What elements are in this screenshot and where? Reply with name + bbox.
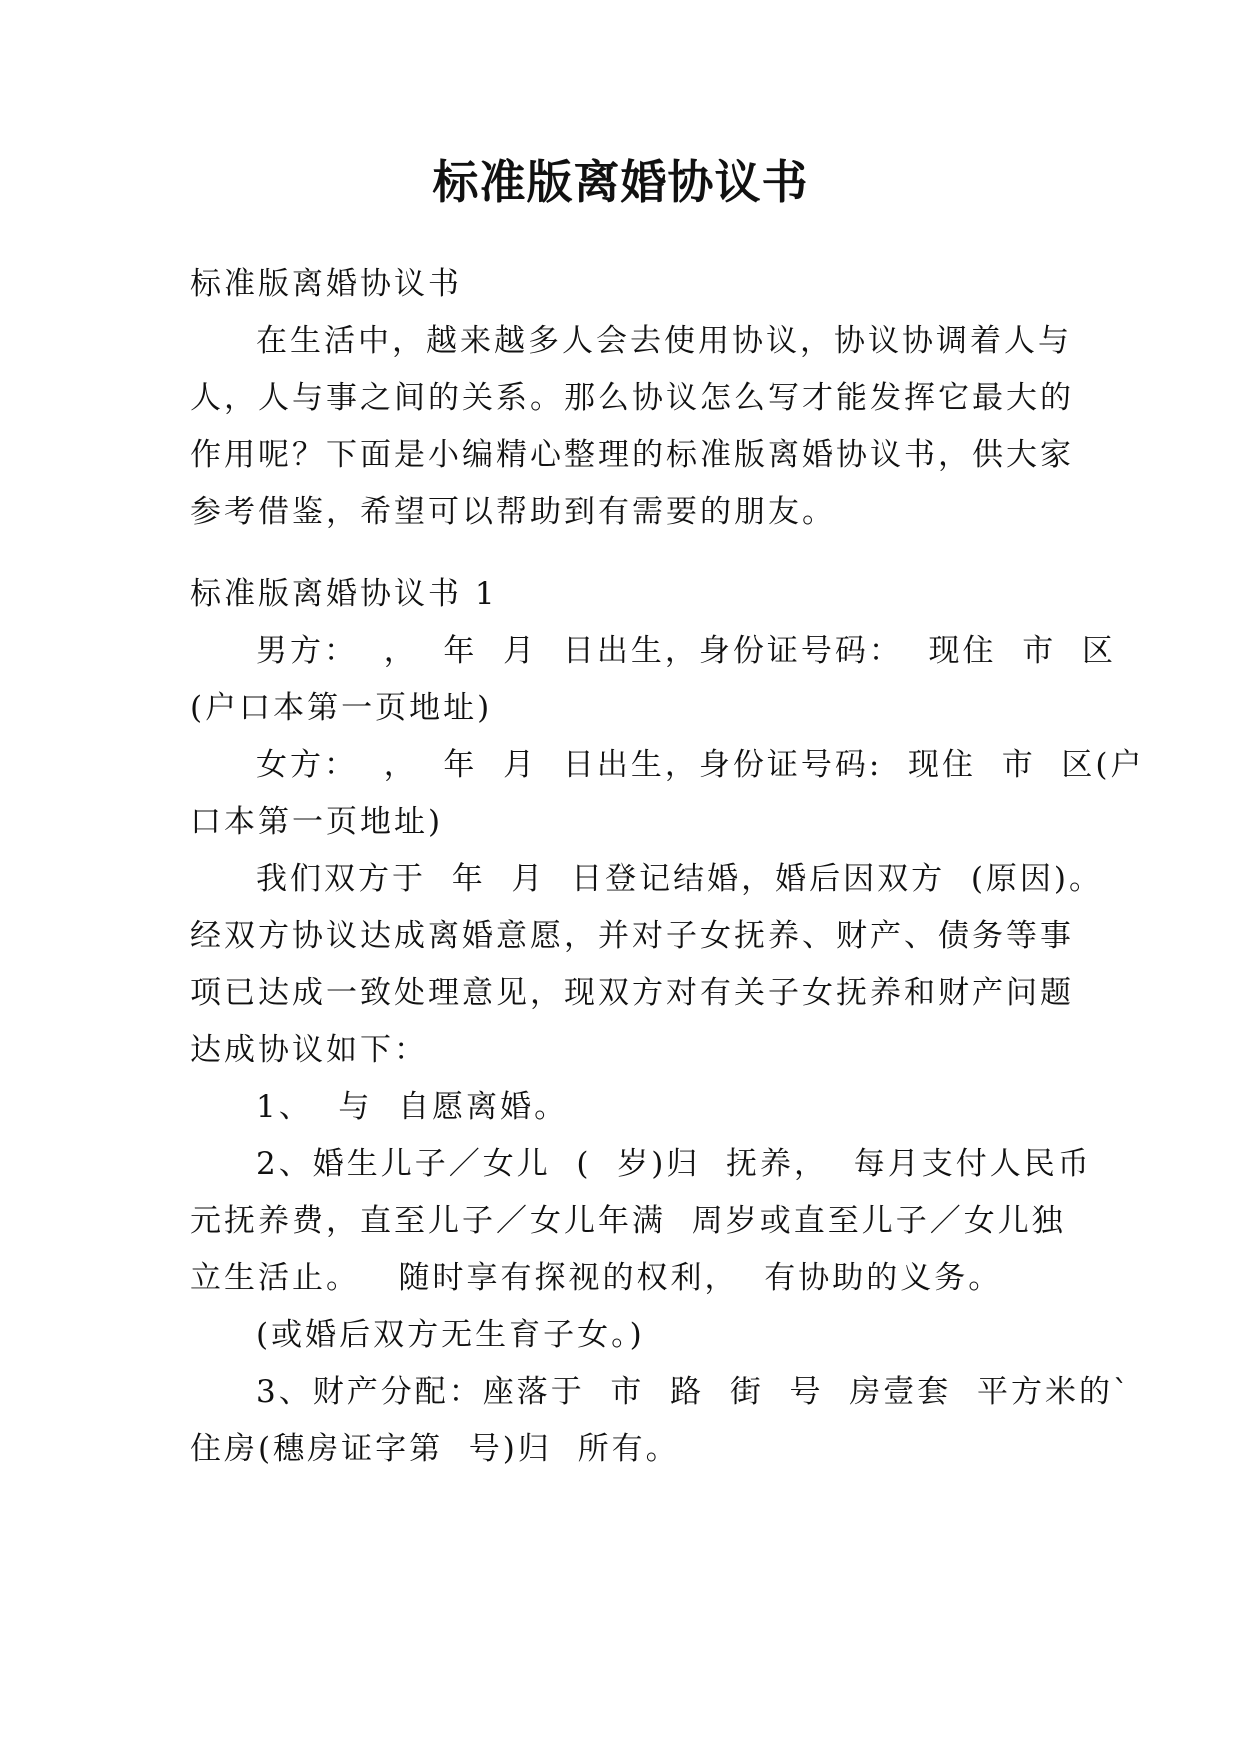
husband-info: 男方： ， 年 月 日出生，身份证号码： 现住 市 区 [256,633,1116,669]
intro-line: 人，人与事之间的关系。那么协议怎么写才能发挥它最大的 [190,380,1074,416]
intro-line: 作用呢？下面是小编精心整理的标准版离婚协议书，供大家 [190,437,1074,473]
intro-block [190,256,1074,541]
clause-1: 1、 与 自愿离婚。 [256,1089,569,1125]
document-title: 标准版离婚协议书 [432,155,809,209]
marriage-statement: 我们双方于 年 月 日登记结婚，婚后因双方 (原因)。 [256,861,1104,897]
intro-line: 参考借鉴，希望可以帮助到有需要的朋友。 [190,494,836,530]
clause-3: 3、财产分配：座落于 市 路 街 号 房壹套 平方米的` [256,1374,1132,1410]
clause-2-cont: 元抚养费，直至儿子／女儿年满 周岁或直至儿子／女儿独 [190,1203,1066,1239]
marriage-statement-cont: 项已达成一致处理意见，现双方对有关子女抚养和财产问题 [190,975,1074,1011]
wife-address: 口本第一页地址) [190,804,444,840]
intro-line: 在生活中，越来越多人会去使用协议，协议协调着人与 [256,323,1072,359]
marriage-statement-cont: 达成协议如下： [190,1032,428,1068]
wife-info: 女方： ， 年 月 日出生，身份证号码: 现住 市 区(户 [256,747,1145,783]
clause-2: 2、婚生儿子／女儿 ( 岁)归 抚养， 每月支付人民币 [256,1146,1092,1182]
clause-2-cont: 立生活止。 随时享有探视的权利， 有协助的义务。 [190,1260,1003,1296]
intro-heading: 标准版离婚协议书 [190,266,462,302]
clause-2-note: (或婚后双方无生育子女。) [256,1317,645,1353]
agreement-section [190,566,1145,1478]
section-heading: 标准版离婚协议书 1 [190,576,498,612]
marriage-statement-cont: 经双方协议达成离婚意愿，并对子女抚养、财产、债务等事 [190,918,1074,954]
husband-address: (户口本第一页地址) [190,690,493,726]
clause-3-cont: 住房(穗房证字第 号)归 所有。 [190,1431,680,1467]
